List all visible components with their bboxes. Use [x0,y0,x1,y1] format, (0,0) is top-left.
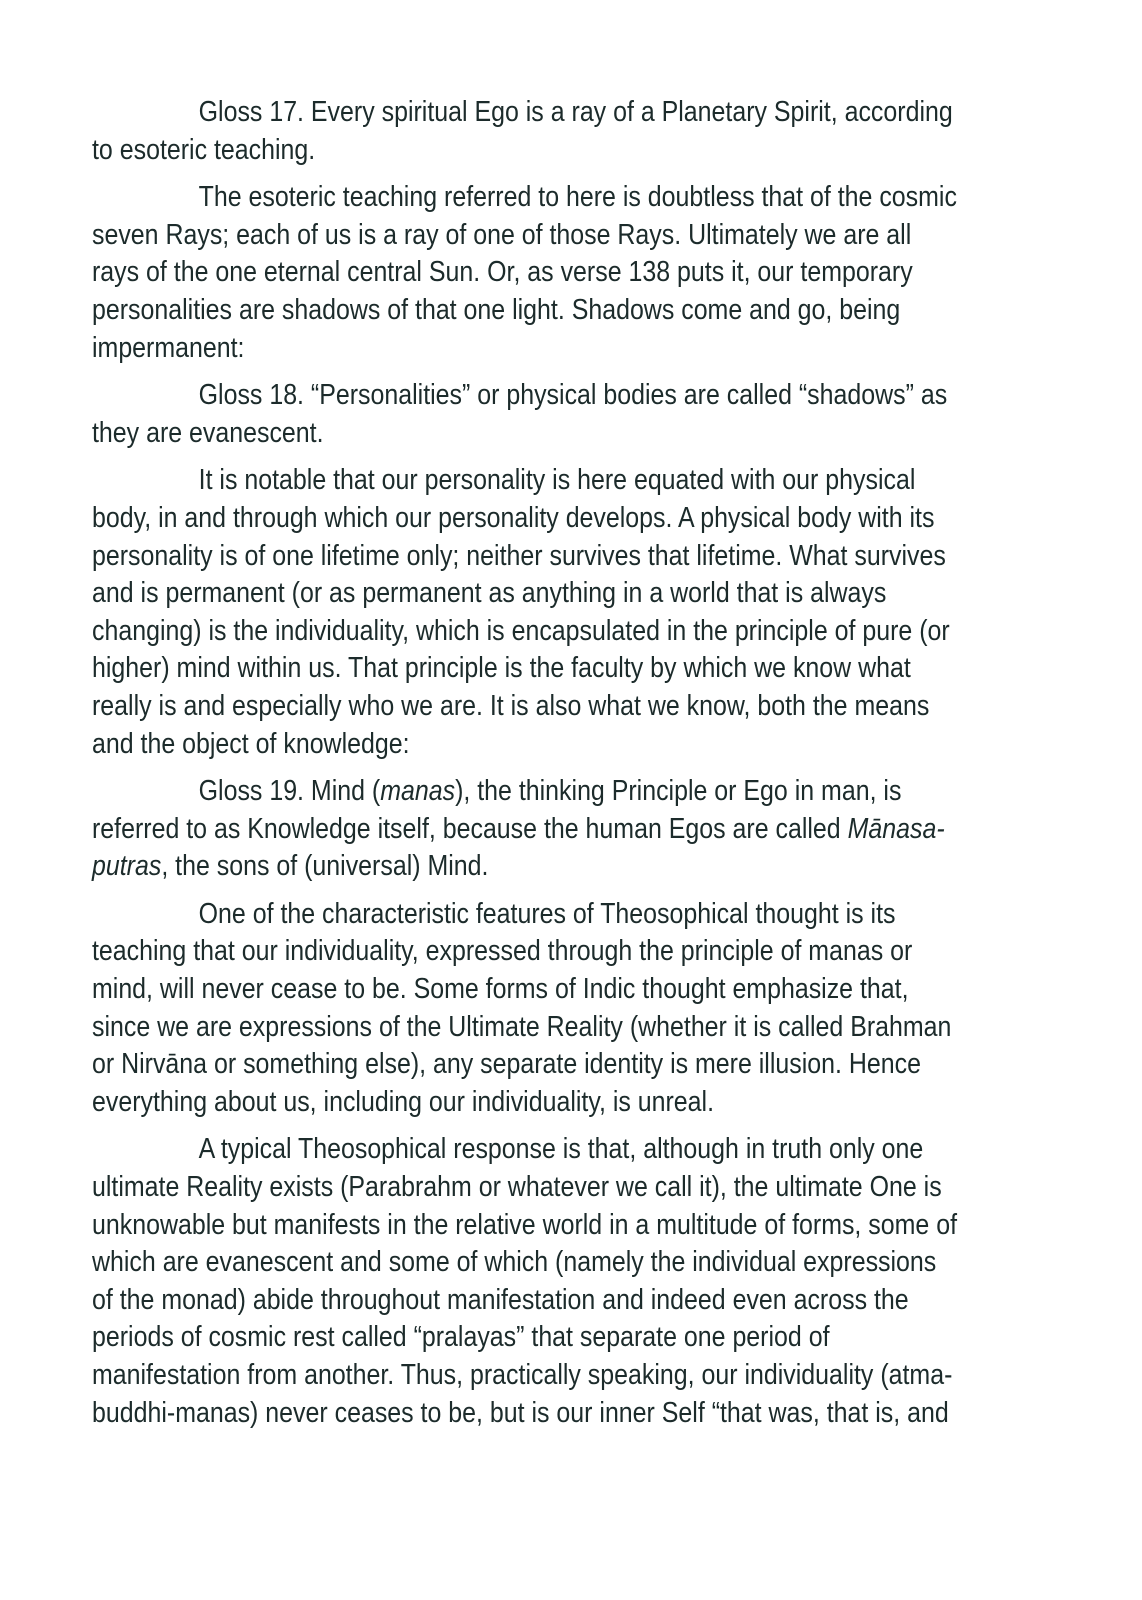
text-line: and is permanent (or as permanent as anything in a world that is always [92,577,887,610]
text-line: to esoteric teaching. [92,133,316,166]
text-line: A typical Theosophical response is that, although in truth only one [198,1133,924,1166]
text-line [92,848,918,886]
document-page [92,94,1052,1442]
text-line: higher) mind within us. That principle is the faculty by which we know what [92,652,911,685]
text-line: The esoteric teaching referred to here is doubtless that of the cosmic [198,181,957,214]
commentary-paragraph [92,179,1052,367]
text-line: body, in and through which our personality develops. A physical body with its [92,501,935,534]
text-line: of the monad) abide throughout manifestation and indeed even across the [92,1283,909,1316]
gloss-18 [92,377,1052,452]
text-line: unknowable but manifests in the relative world in a multitude of forms, some of [92,1208,958,1241]
gloss-17 [92,94,1052,169]
text-line: seven Rays; each of us is a ray of one of those Rays. Ultimately we are all [92,218,912,251]
commentary-paragraph [92,1131,1052,1432]
text-line: One of the characteristic features of Theosophical thought is its [198,897,896,930]
text-line [92,811,945,849]
text-run: ), the thinking Principle or Ego in man, is [455,775,902,808]
text-line: which are evanescent and some of which (namely the individual expressions [92,1246,937,1279]
text-line: rays of the one eternal central Sun. Or, as verse 138 puts it, our temporary [92,256,913,289]
italic-term: manas [380,775,456,808]
text-line: personalities are shadows of that one light. Shadows come and go, being [92,293,901,326]
text-line: and the object of knowledge: [92,727,410,760]
gloss-19 [92,773,1052,886]
text-run: Gloss 19. Mind ( [198,775,381,808]
text-line: they are evanescent. [92,416,324,449]
commentary-paragraph [92,896,1052,1122]
text-line: personality is of one lifetime only; neither survives that lifetime. What survives [92,539,946,572]
text-line: since we are expressions of the Ultimate Reality (whether it is called Brahman [92,1010,952,1043]
text-line: Gloss 17. Every spiritual Ego is a ray of a Planetary Spirit, according [198,96,953,128]
text-line [92,773,918,811]
text-line: everything about us, including our individuality, is unreal. [92,1085,715,1118]
italic-term: putras [92,850,162,883]
text-run: referred to as Knowledge itself, because the human Egos are called [92,812,848,845]
text-run: , the sons of (universal) Mind. [161,850,489,883]
commentary-paragraph [92,462,1052,763]
text-line: It is notable that our personality is here equated with our physical [198,464,916,497]
italic-term: Mānasa- [847,812,945,845]
text-line: really is and especially who we are. It is also what we know, both the means [92,689,930,722]
text-line: mind, will never cease to be. Some forms of Indic thought emphasize that, [92,973,909,1006]
text-line: ultimate Reality exists (Parabrahm or whatever we call it), the ultimate One is [92,1171,942,1204]
text-line: periods of cosmic rest called “pralayas” that separate one period of [92,1321,830,1354]
text-line: or Nirvāna or something else), any separate identity is mere illusion. Hence [92,1048,921,1081]
text-line: changing) is the individuality, which is encapsulated in the principle of pure (or [92,614,950,647]
text-line: impermanent: [92,331,245,364]
text-line: buddhi-manas) never ceases to be, but is our inner Self “that was, that is, and [92,1396,949,1429]
text-line: Gloss 18. “Personalities” or physical bodies are called “shadows” as [198,379,948,412]
text-line: manifestation from another. Thus, practically speaking, our individuality (atma- [92,1359,953,1391]
text-line: teaching that our individuality, expressed through the principle of manas or [92,935,913,968]
